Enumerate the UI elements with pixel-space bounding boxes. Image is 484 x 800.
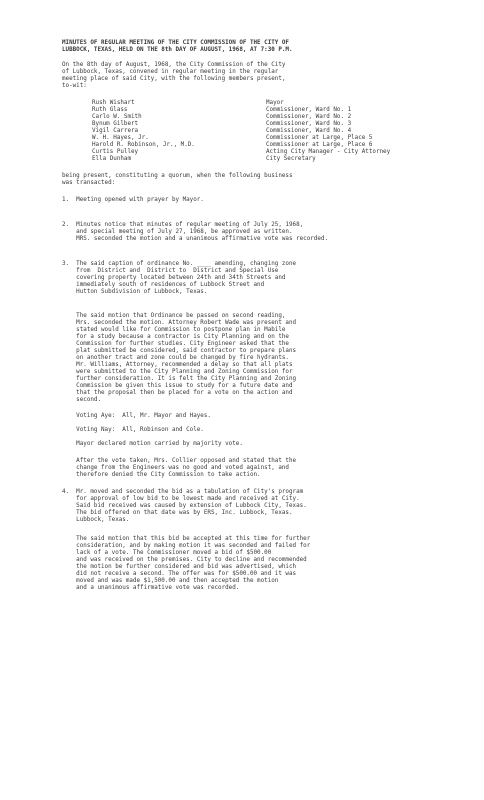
- item-3-line: immediately south of residences of Lubbock Street and: [62, 282, 265, 288]
- intro-line: meeting place of said City, with the following members present,: [62, 76, 286, 82]
- member-title: Acting City Manager - City Attorney: [266, 149, 391, 155]
- intro-line: to-wit:: [62, 83, 87, 89]
- after-vote-line: After the vote taken, Mrs. Collier opposed and stated that the: [62, 458, 297, 464]
- item-3-line: from District and District to District and Special Use: [62, 268, 279, 274]
- item-4-line: 4. Mr. moved and seconded the bid as a tabulation of City's program: [62, 489, 304, 495]
- item-4-line: Lubbock, Texas.: [62, 517, 130, 523]
- discussion-line: The said motion that Ordinance be passed on second reading,: [62, 313, 286, 319]
- discussion-line: that the proposal then be placed for a vote on the action and: [62, 390, 293, 396]
- bid-discussion-line: lack of a vote. The Commissioner moved a bid of $500.00: [62, 550, 272, 556]
- quorum-line: being present, constituting a quorum, when the following business: [62, 173, 293, 179]
- member-title: City Secretary: [266, 156, 316, 162]
- member-title: Mayor: [266, 100, 284, 106]
- bid-discussion-line: consideration, and by making motion it was seconded and failed for: [62, 543, 311, 549]
- member-title: Commissioner, Ward No. 1: [266, 107, 352, 113]
- discussion-line: for a study because a contractor is City Planning and on the: [62, 334, 289, 340]
- after-vote-line: change from the Engineers was no good and voted against, and: [62, 465, 289, 471]
- member-name: Ruth Glass: [92, 107, 128, 113]
- bid-discussion-line: the motion be further considered and bid was advertised, which: [62, 564, 297, 570]
- intro-line: of Lubbock, Texas, convened in regular meeting in the regular: [62, 69, 279, 75]
- discussion-line: Commission be given this issue to study for a future date and: [62, 383, 293, 389]
- discussion-line: Commission for further studies. City Engineer asked that the: [62, 341, 289, 347]
- item-3-line: covering property located between 24th and 34th Streets and: [62, 275, 286, 281]
- member-title: Commissioner at Large, Place 5: [266, 135, 373, 141]
- member-title: Commissioner, Ward No. 4: [266, 128, 352, 134]
- discussion-line: plat submitted be considered, said contractor to prepare plans: [62, 348, 297, 354]
- discussion-line: second.: [62, 397, 102, 403]
- item-4-line: for approval of low bid to be lowest made and received at City.: [62, 496, 300, 502]
- vote-result-line: Mayor declared motion carried by majority vote.: [62, 441, 243, 447]
- item-2-line: MRS. seconded the motion and a unanimous affirmative vote was recorded.: [62, 236, 328, 242]
- bid-discussion-line: did not receive a second. The offer was for $500.00 and it was: [62, 571, 297, 577]
- member-name: Bynum Gilbert: [92, 121, 139, 127]
- item-4-line: The bid offered on that date was by ERS, Inc. Lubbock, Texas.: [62, 510, 293, 516]
- discussion-line: further consideration. It is felt the City Planning and Zoning: [62, 376, 297, 382]
- member-title: Commissioner, Ward No. 3: [266, 121, 352, 127]
- discussion-line: were submitted to the City Planning and Zoning Commission for: [62, 369, 293, 375]
- discussion-line: Mrs. seconded the motion. Attorney Robert Wade was present and: [62, 320, 297, 326]
- item-2-line: and special meeting of July 27, 1968, be approved as written.: [62, 229, 293, 235]
- member-title: Commissioner, Ward No. 2: [266, 114, 352, 120]
- bid-discussion-line: and a unanimous affirmative vote was recorded.: [62, 585, 240, 591]
- after-vote-line: therefore denied the City Commission to take action.: [62, 472, 261, 478]
- heading-line: MINUTES OF REGULAR MEETING OF THE CITY COMMISSION OF THE CITY OF: [62, 40, 289, 46]
- intro-line: On the 8th day of August, 1968, the City Commission of the City: [62, 62, 286, 68]
- member-name: W. H. Hayes, Jr.: [92, 135, 149, 141]
- bid-discussion-line: moved and was made $1,500.00 and then accepted the motion: [62, 578, 279, 584]
- item-3-line: 3. The said caption of ordinance No. ____ amending, changing zone: [62, 261, 297, 267]
- item-4-line: Said bid received was caused by extension of Lubbock City, Texas.: [62, 503, 307, 509]
- heading-line: LUBBOCK, TEXAS, HELD ON THE 8th DAY OF AUGUST, 1968, AT 7:30 P.M.: [62, 47, 293, 53]
- member-name: Harold R. Robinson, Jr., M.D.: [92, 142, 195, 148]
- member-name: Rush Wishart: [92, 100, 135, 106]
- discussion-line: stated would like for Commission to postpone plan in Mabile: [62, 327, 286, 333]
- vote-nay-line: Voting Nay: All, Robinson and Cole.: [62, 427, 204, 433]
- bid-discussion-line: and was received on the premises. City to decline and recommended: [62, 557, 307, 563]
- item-2-line: 2. Minutes notice that minutes of regular meeting of July 25, 1968,: [62, 222, 304, 228]
- member-name: Vigil Carrera: [92, 128, 139, 134]
- quorum-line: was transacted:: [62, 180, 116, 186]
- discussion-line: on another tract and zone could be changed by fire hydrants.: [62, 355, 289, 361]
- member-name: Carlo W. Smith: [92, 114, 142, 120]
- discussion-line: Mr. Williams, Attorney, recommended a delay so that all plats: [62, 362, 293, 368]
- vote-aye-line: Voting Aye: All, Mr. Mayor and Hayes.: [62, 413, 211, 419]
- member-name: Ella Dunham: [92, 156, 132, 162]
- member-name: Curtis Pulley: [92, 149, 139, 155]
- bid-discussion-line: The said motion that this bid be accepted at this time for further: [62, 536, 311, 542]
- member-title: Commissioner at Large, Place 6: [266, 142, 373, 148]
- item-3-line: Hutton Subdivision of Lubbock, Texas.: [62, 289, 208, 295]
- item-1-prayer: 1. Meeting opened with prayer by Mayor.: [62, 197, 204, 203]
